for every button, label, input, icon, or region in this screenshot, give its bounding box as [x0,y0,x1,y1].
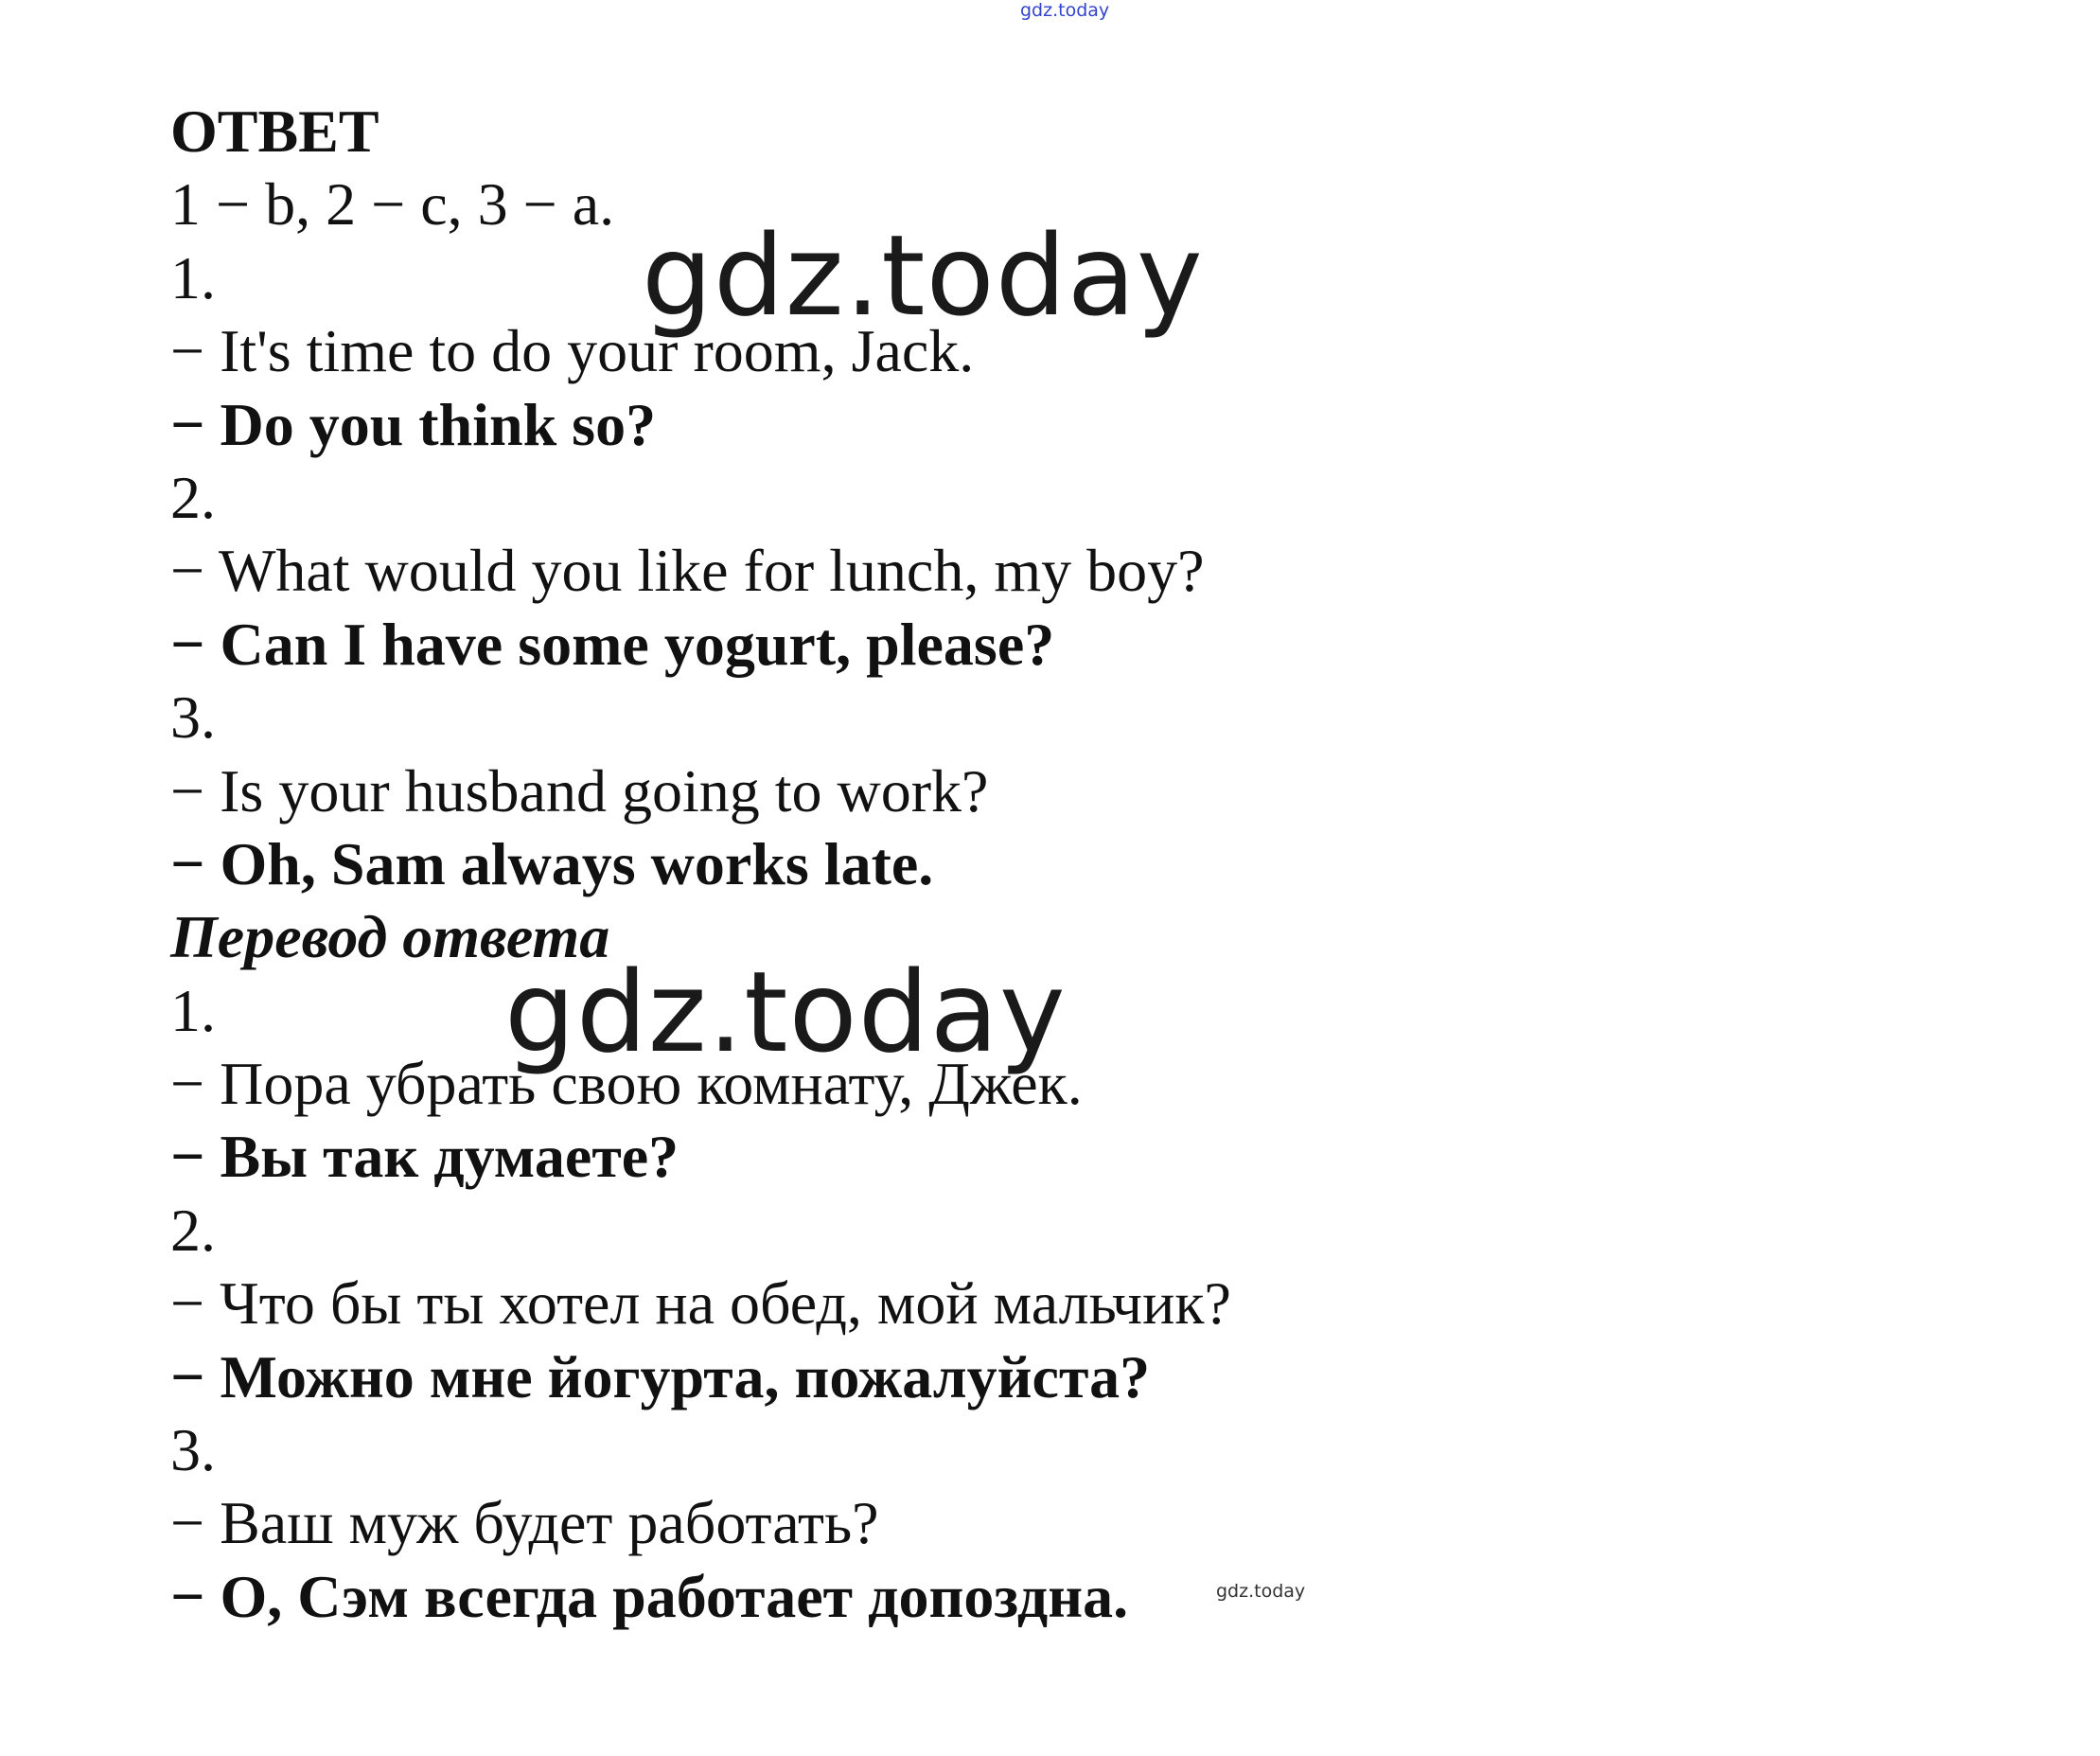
dialogue-1-number: 1. [170,243,216,311]
translation-3-answer: − О, Сэм всегда работает допоздна. [170,1562,1129,1630]
dialogue-3-question: − Is your husband going to work? [170,756,989,825]
dialogue-3-answer: − Oh, Sam always works late. [170,829,934,897]
translation-1-answer: − Вы так думаете? [170,1123,679,1191]
dialogue-1-question: − It's time to do your room, Jack. [170,317,975,385]
translation-3-number: 3. [170,1416,216,1484]
watermark-small: gdz.today [1216,1581,1306,1602]
translation-1-number: 1. [170,976,216,1044]
dialogue-2-number: 2. [170,463,216,531]
translation-2-question: − Что бы ты хотел на обед, мой мальчик? [170,1269,1231,1338]
translation-2-answer: − Можно мне йогурта, пожалуйста? [170,1342,1151,1410]
top-watermark: gdz.today [1020,0,1110,21]
dialogue-3-number: 3. [170,683,216,752]
dialogue-1-answer: − Do you think so? [170,390,657,458]
translation-heading: Перевод ответа [170,903,610,971]
translation-2-number: 2. [170,1196,216,1264]
translation-1-question: − Пора убрать свою комнату, Джек. [170,1050,1083,1118]
watermark-large-lower: gdz.today [504,947,1067,1077]
dialogue-2-question: − What would you like for lunch, my boy? [170,537,1205,605]
translation-3-question: − Ваш муж будет работать? [170,1489,879,1557]
dialogue-2-answer: − Can I have some yogurt, please? [170,610,1055,678]
answer-heading: ОТВЕТ [170,98,379,165]
watermark-large-upper: gdz.today [642,210,1204,341]
answer-key: 1 − b, 2 − c, 3 − a. [170,170,615,239]
